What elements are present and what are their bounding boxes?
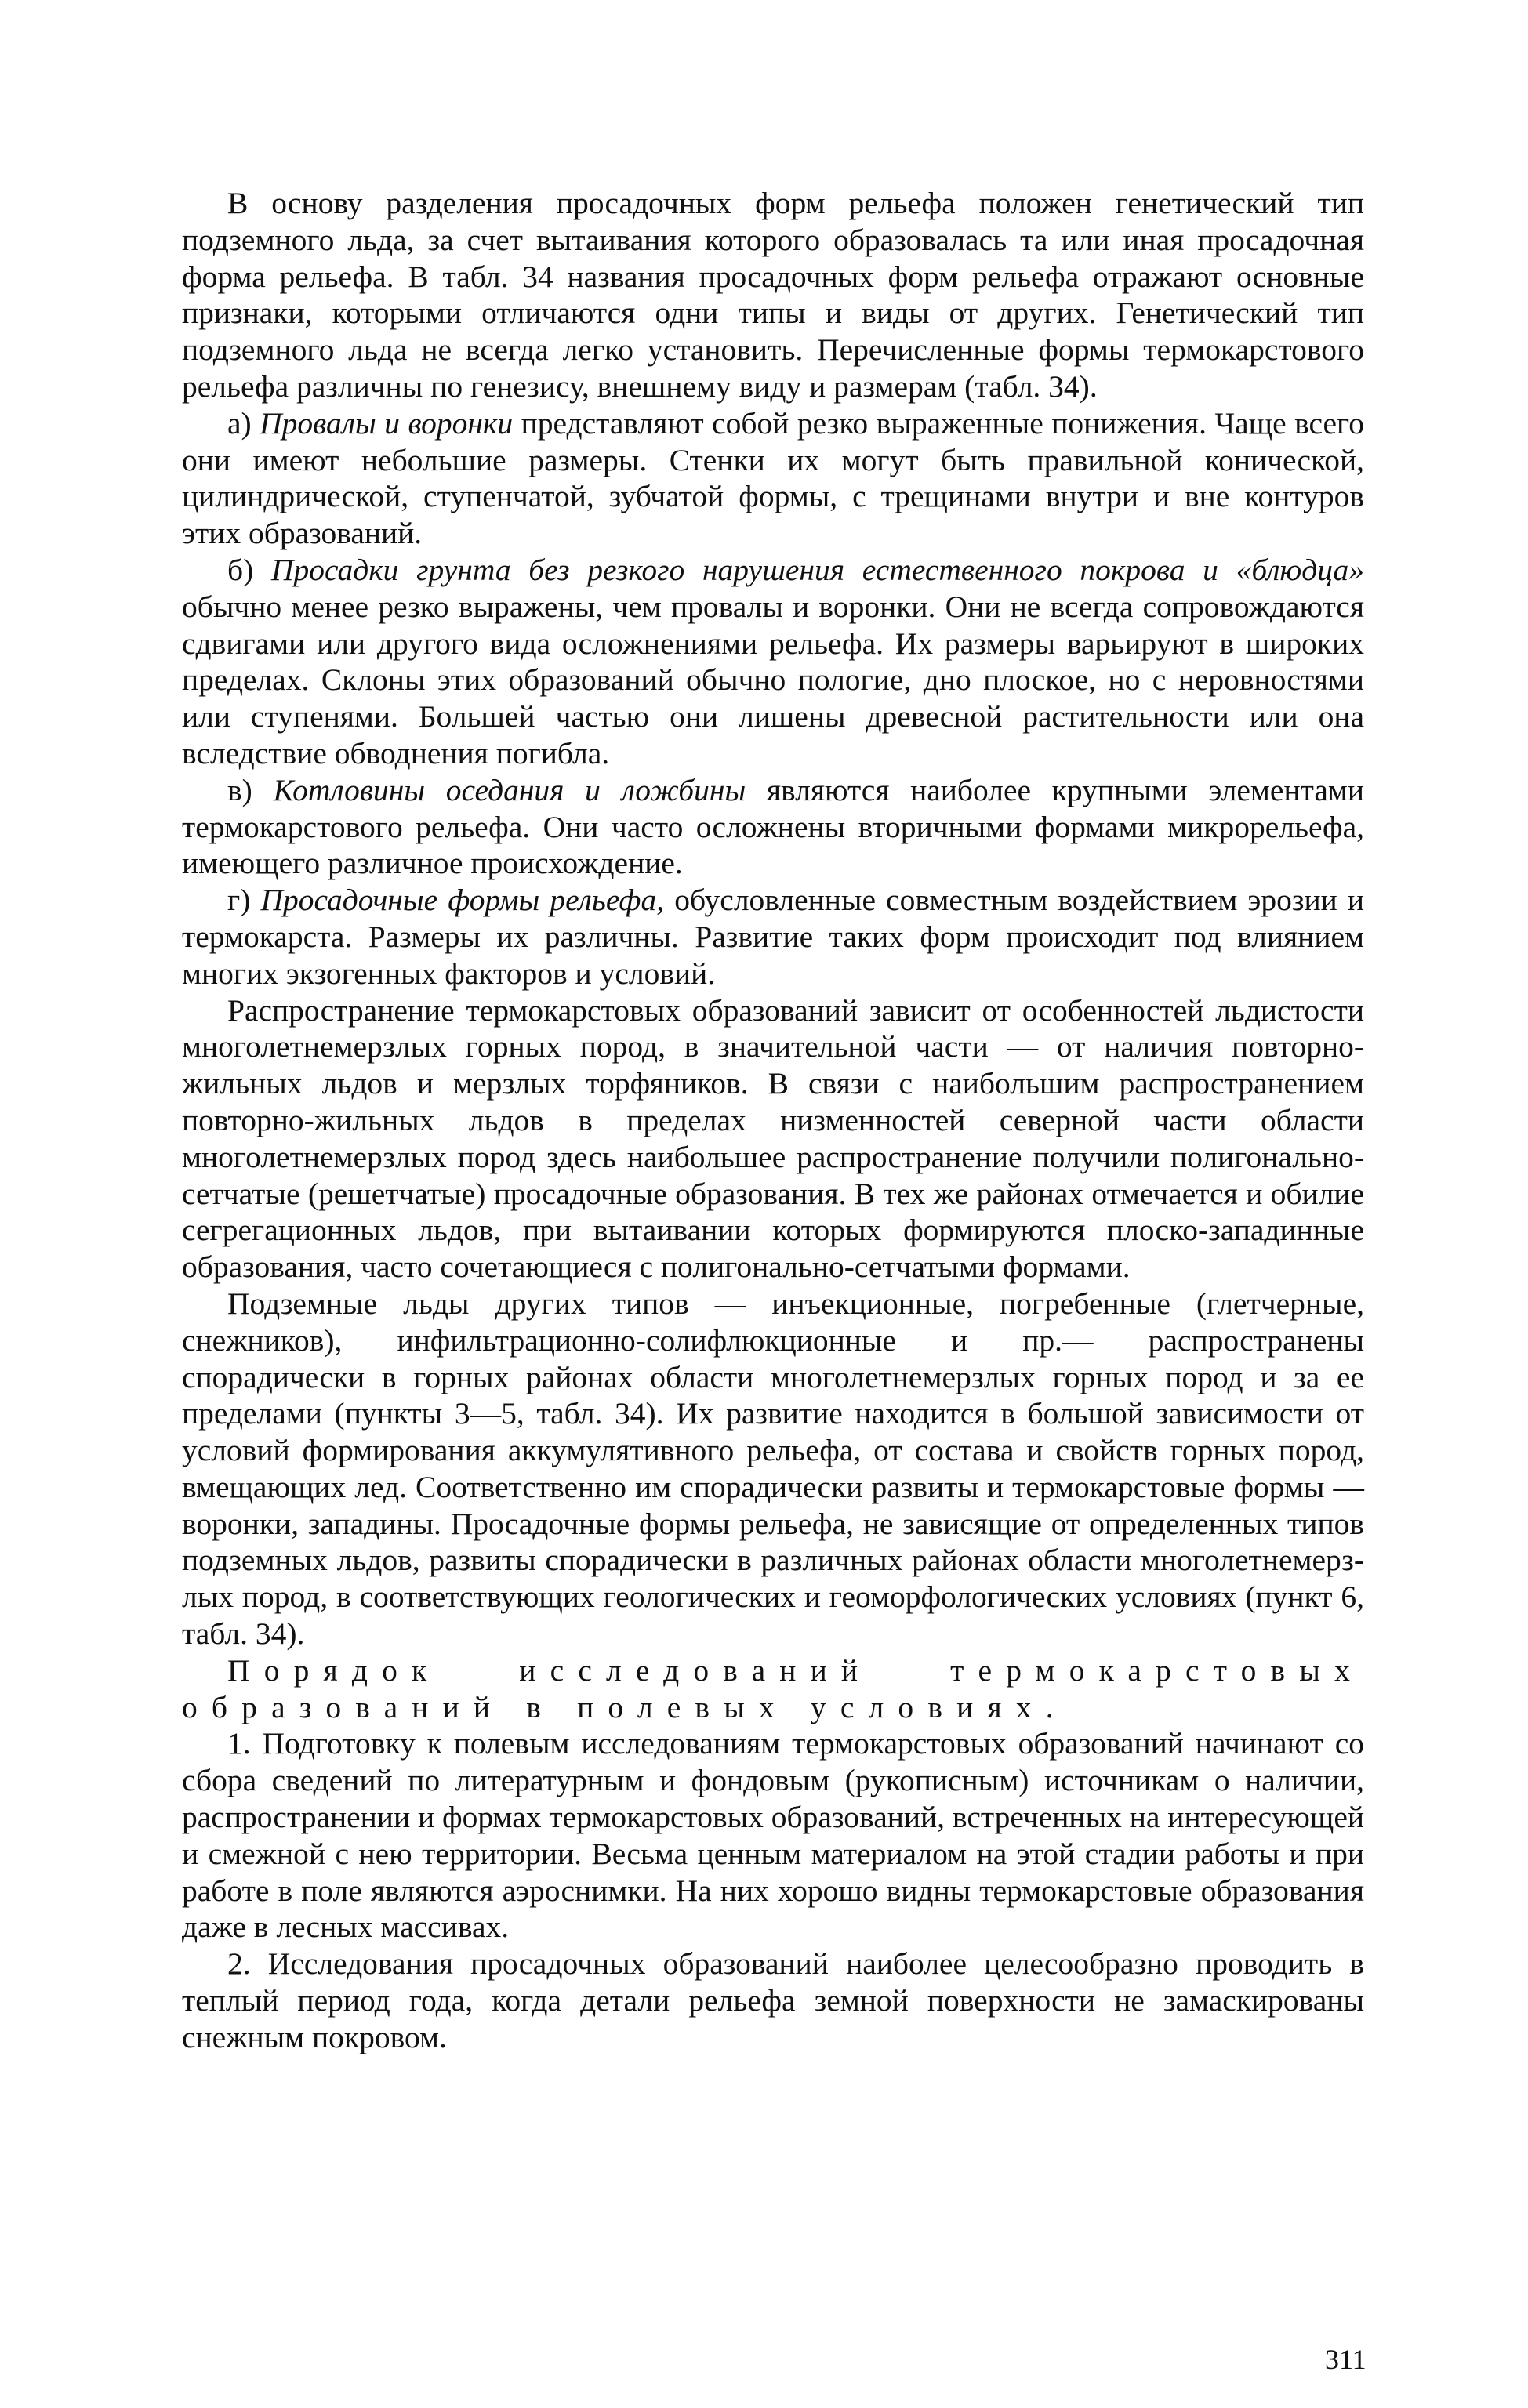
page-number: 311 <box>1325 2344 1366 2375</box>
paragraph-distribution: Распространение термокарстовых образований зависит от особенностей льдистости многолетнемерзлых горных пород, в значительной части — от наличия повторно-жильных льдов и мерзлых торфяников. В связи с наибольшим распространением повторно-жильных льдов в пределах низменностей северной части области многолетнемерзлых пород здесь наибольшее распространение получили полигонально-сетчатые (решетчатые) просадочные образования. В тех же районах отмечается и обилие сегрегационных льдов, при вытаивании которых формируются плоско-западинные образования, часто сочетающиеся с полигонально-сетчатыми формами. <box>182 992 1364 1285</box>
item-b-term: Просадки грунта без резкого нарушения естественного покрова и «блюдца» <box>270 552 1364 587</box>
paragraph-item-g <box>182 882 1364 992</box>
paragraph-item-v <box>182 772 1364 882</box>
item-a-term: Провалы и воронки <box>260 405 514 441</box>
item-a-text: представляют собой резко выраженные понижения. Чаще всего они имеют небольшие размеры. Стенки их могут быть правильной конической, цилиндрической, ступенчатой, зубчатой формы, с трещинами внутри и вне контуров этих образований. <box>182 405 1365 551</box>
item-v-marker: в) <box>227 772 274 807</box>
page-body <box>182 185 1364 2056</box>
item-g-term: Просадочные формы рельефа, <box>260 883 665 918</box>
paragraph-item-b <box>182 552 1364 772</box>
paragraph-step-2: 2. Исследования просадочных образований наиболее целесообразно проводить в теплый период года, когда детали рельефа земной поверхности не замаскированы снежным покровом. <box>182 1946 1364 2054</box>
paragraph-other-ice: Подземные льды других типов — инъекционные, погребенные (глетчерные, снежников), инфильтрационно-солифлюкционные и пр.— распространены спорадически в горных районах области многолетнемерзлых горных пород и за ее пределами (пункты 3—5, табл. 34). Их развитие находится в большой зависимости от условий формирования аккумулятивного рельефа, от состава и свойств горных пород, вмещающих лед. Соответственно им спорадически развиты и термокарстовые формы — воронки, западины. Просадочные формы рельефа, не зависящие от определенных типов подземных льдов, развиты спорадически в различных районах области многолетнемерзлых пород, в соответствующих геологических и геоморфологических условиях (пункт 6, табл. 34). <box>182 1286 1364 1652</box>
item-b-marker: б) <box>227 552 271 587</box>
paragraph-step-1: 1. Подготовку к полевым исследованиям термокарстовых образований начинают со сбора сведений по литературным и фондовым (рукописным) источникам о наличии, распространении и формах термокарстовых образований, встреченных на интересующей и смежной с нею территории. Весьма ценным материалом на этой стадии работы и при работе в поле являются аэроснимки. На них хорошо видны термокарстовые образования даже в лесных массивах. <box>182 1726 1364 1945</box>
item-g-marker: г) <box>227 883 261 918</box>
item-a-marker: а) <box>227 405 260 441</box>
item-g-text: обусловленные совместным воздействием эрозии и термокарста. Размеры их различны. Развитие таких форм происходит под влиянием многих экзогенных факторов и условий. <box>182 883 1364 991</box>
item-v-text: являются наиболее крупными элементами термокарстового рельефа. Они часто осложнены вторичными формами микрорельефа, имеющего различное происхождение. <box>182 772 1364 881</box>
section-heading: Порядок исследований термокарстовых образований в полевых условиях. <box>182 1652 1364 1724</box>
item-b-text: обычно менее резко выражены, чем провалы и воронки. Они не всегда сопровождаются сдвигами или другого вида осложнениями рельефа. Их размеры варьируют в широких пределах. Склоны этих образований обычно пологие, дно плоское, но с неровностями или ступенями. Большей частью они лишены древесной растительности или она вследствие обводнения погибла. <box>182 589 1364 771</box>
paragraph-item-a <box>182 405 1364 552</box>
item-v-term: Котловины оседания и ложбины <box>273 772 746 807</box>
paragraph-intro: В основу разделения просадочных форм рельефа положен генетический тип подземного льда, за счет вытаивания которого образовалась та или иная просадочная форма рельефа. В табл. 34 названия просадочных форм рельефа отражают основные признаки, которыми отличаются одни типы и виды от других. Генетический тип подземного льда не всегда легко установить. Перечисленные формы термокарстового рельефа различны по генезису, внешнему виду и размерам (табл. 34). <box>182 186 1364 404</box>
